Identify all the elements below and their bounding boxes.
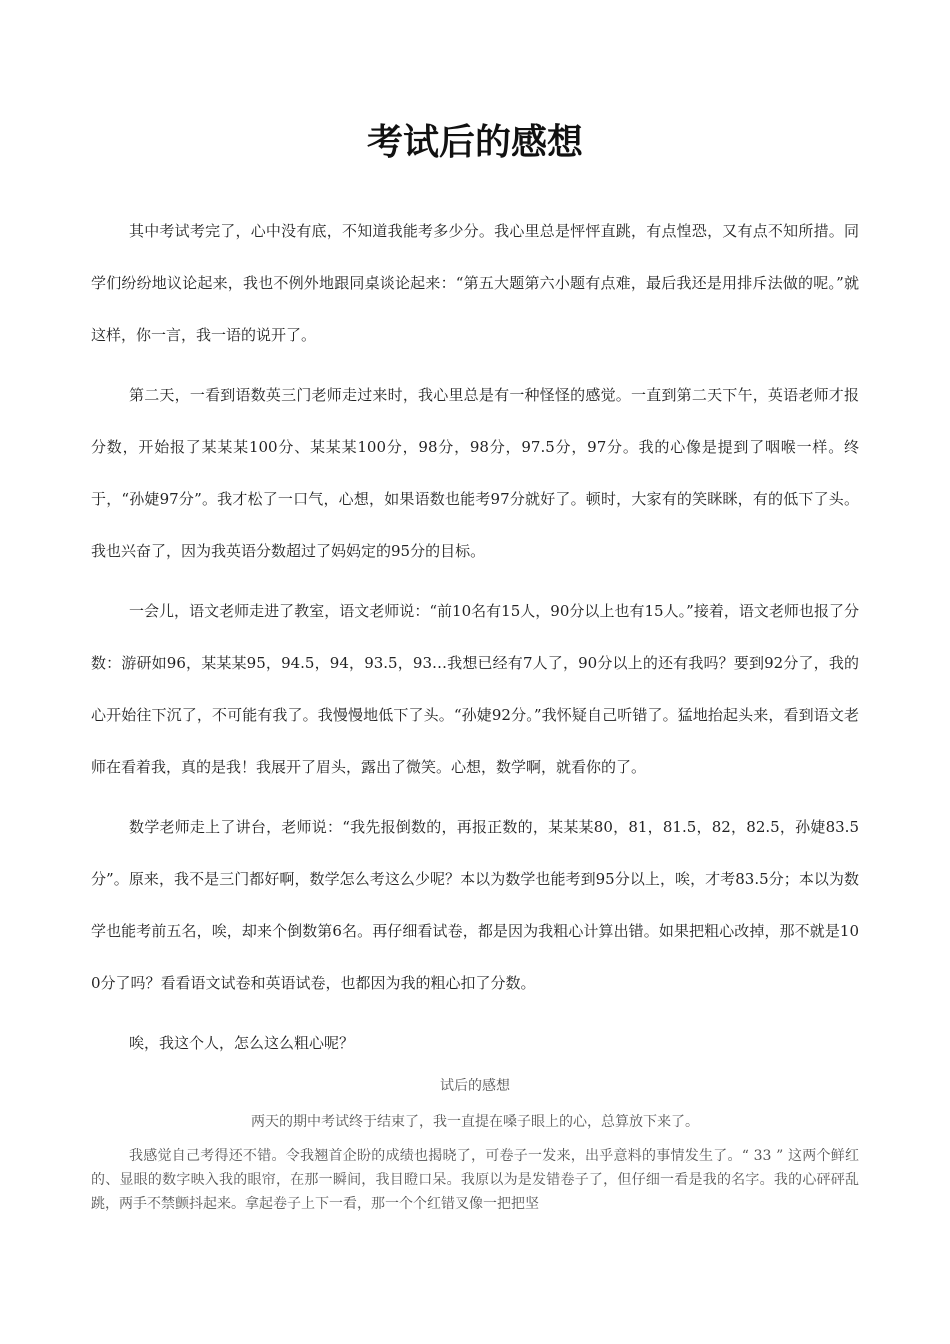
paragraph: 其中考试考完了，心中没有底，不知道我能考多少分。我心里总是怦怦直跳，有点惶恐，又有点不知所措。同学们纷纷地议论起来，我也不例外地跟同桌谈论起来：“第五大题第六小题有点难，最后我还是用排斥法做的呢。”就这样，你一言，我一语的说开了。 — [91, 222, 859, 344]
second-essay-paragraph: 我感觉自己考得还不错。令我翘首企盼的成绩也揭晓了，可卷子一发来，出乎意料的事情发生了。“ 33 ” 这两个鲜红的、显眼的数字映入我的眼帘，在那一瞬间，我目瞪口呆。我原以为是发错卷子了，但仔细一看是我的名字。我的心砰砰乱跳，两手不禁颤抖起来。拿起卷子上下一看，那一个个红错叉像一把把坚 — [91, 1148, 859, 1212]
second-essay — [91, 1068, 859, 1216]
paragraph: 数学老师走上了讲台，老师说：“我先报倒数的，再报正数的，某某某80，81，81.5，82，82.5，孙婕83.5分”。原来，我不是三门都好啊，数学怎么考这么少呢？本以为数学也能考到95分以上，唉，才考83.5分；本以为数学也能考前五名，唉，却来个倒数第6名。再仔细看试卷，都是因为我粗心计算出错。如果把粗心改掉，那不就是100分了吗？看看语文试卷和英语试卷，也都因为我的粗心扣了分数。 — [91, 818, 859, 992]
paragraph: 第二天，一看到语数英三门老师走过来时，我心里总是有一种怪怪的感觉。一直到第二天下午，英语老师才报分数，开始报了某某某100分、某某某100分，98分，98分，97.5分，97分。我的心像是提到了咽喉一样。终于，“孙婕97分”。我才松了一口气，心想，如果语数也能考97分就好了。顿时，大家有的笑眯眯，有的低下了头。我也兴奋了，因为我英语分数超过了妈妈定的95分的目标。 — [91, 386, 859, 560]
page-title: 考试后的感想 — [366, 122, 583, 163]
essay-body — [91, 205, 859, 1077]
second-essay-opening: 两天的期中考试终于结束了，我一直提在嗓子眼上的心，总算放下来了。 — [251, 1114, 699, 1130]
paragraph: 一会儿，语文老师走进了教室，语文老师说：“前10名有15人，90分以上也有15人。”接着，语文老师也报了分数：游研如96，某某某95，94.5，94，93.5，93…我想已经有7人了，90分以上的还有我吗？要到92分了，我的心开始往下沉了，不可能有我了。我慢慢地低下了头。“孙婕92分。”我怀疑自己听错了。猛地抬起头来，看到语文老师在看着我，真的是我！我展开了眉头，露出了微笑。心想，数学啊，就看你的了。 — [91, 602, 859, 776]
paragraph: 唉，我这个人，怎么这么粗心呢？ — [129, 1034, 355, 1052]
second-essay-title: 试后的感想 — [440, 1078, 510, 1094]
